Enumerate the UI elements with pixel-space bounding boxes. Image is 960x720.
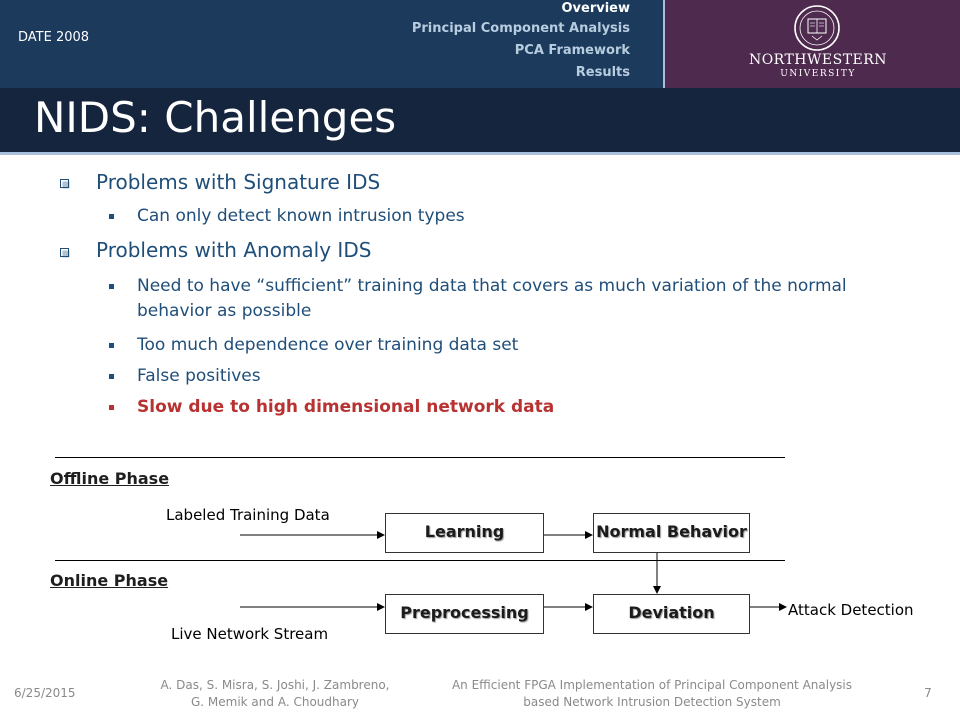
university-name: NORTHWESTERN: [748, 52, 888, 68]
bullet-item: Need to have “sufficient” training data that covers as much variation of the normal behavior as possible: [137, 276, 847, 321]
university-subtitle: UNIVERSITY: [780, 69, 856, 79]
footer-paper-title: [418, 677, 886, 711]
bullet-item-highlight: Slow due to high dimensional network data: [137, 397, 555, 417]
bullet-heading-anomaly: Problems with Anomaly IDS: [96, 238, 372, 262]
training-data-label: Labeled Training Data: [166, 506, 330, 524]
footer-authors: [140, 677, 410, 711]
nav-item-framework[interactable]: PCA Framework: [514, 43, 630, 58]
footer-authors-line: A. Das, S. Misra, S. Joshi, J. Zambreno,: [160, 678, 390, 692]
bullet-item: Can only detect known intrusion types: [137, 206, 465, 226]
network-stream-label: Live Network Stream: [171, 625, 329, 643]
bullet-item: Too much dependence over training data set: [137, 335, 519, 355]
footer-authors-line: G. Memik and A. Choudhary: [190, 695, 359, 709]
conference-label: DATE 2008: [18, 30, 90, 45]
preprocessing-box: Preprocessing: [385, 594, 544, 634]
page-number: 7: [924, 686, 932, 700]
deviation-box: Deviation: [593, 594, 750, 634]
bullet-heading-signature: Problems with Signature IDS: [96, 170, 381, 194]
learning-box: Learning: [385, 513, 544, 553]
normal-behavior-box: Normal Behavior: [593, 513, 750, 553]
nav-item-pca[interactable]: Principal Component Analysis: [411, 21, 630, 36]
attack-detection-label: Attack Detection: [788, 601, 914, 619]
nav-item-results[interactable]: Results: [575, 65, 630, 80]
footer-paper-line: based Network Intrusion Detection System: [523, 695, 781, 709]
offline-phase-label: Offline Phase: [50, 469, 170, 488]
online-phase-label: Online Phase: [50, 571, 169, 590]
nav-item-overview[interactable]: Overview: [561, 1, 630, 16]
bullet-item: False positives: [137, 366, 261, 386]
footer-paper-line: An Efficient FPGA Implementation of Principal Component Analysis: [451, 678, 853, 692]
footer-date: 6/25/2015: [14, 686, 76, 700]
slide-title: NIDS: Challenges: [34, 93, 397, 142]
